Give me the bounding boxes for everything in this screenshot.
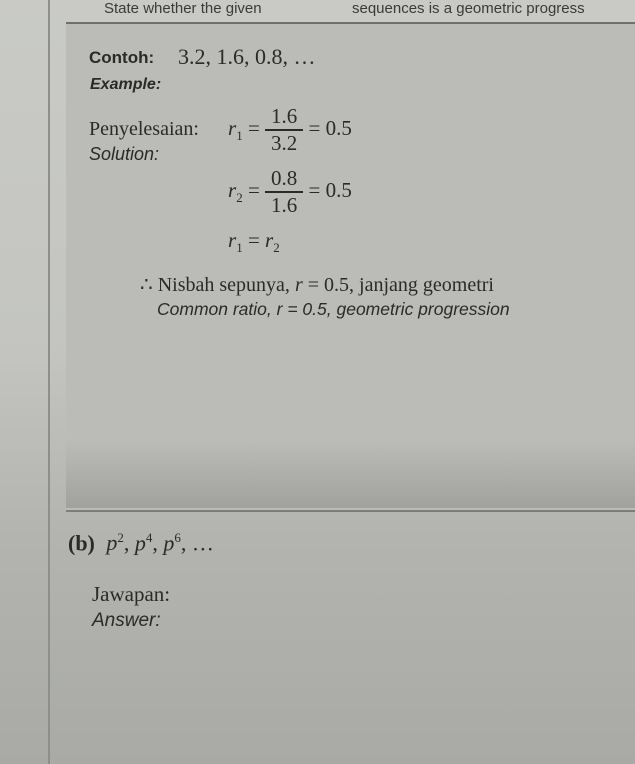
r-symbol: r (294, 274, 303, 296)
exponent: 2 (117, 530, 124, 545)
p-symbol: p (163, 530, 175, 556)
equals-sign: = (247, 115, 260, 140)
r-subscript: 2 (273, 240, 280, 256)
example-box (66, 22, 635, 512)
question-b: (b) $p^2$, $p^4$, $p^6$, … (68, 530, 214, 556)
exponent: 4 (145, 530, 153, 545)
r-subscript: 1 (236, 128, 243, 143)
margin-rule (48, 0, 50, 764)
p-symbol: p (106, 530, 118, 556)
equation-result: = 0.5 (308, 115, 352, 140)
conclusion-ms-result: = 0.5, janjang geometri (307, 274, 494, 296)
exponent: 6 (174, 530, 181, 545)
fraction (265, 104, 303, 156)
equation-result: = 0.5 (308, 177, 352, 202)
fraction-numerator: 1.6 (271, 104, 298, 128)
example-label-en: Example: (90, 76, 162, 93)
equation-r2 (228, 166, 352, 218)
page-header-text (104, 0, 635, 22)
conclusion-en-result: = 0.5, geometric progression (287, 299, 510, 319)
fraction-numerator: 0.8 (271, 166, 298, 190)
conclusion-en-text: Common ratio, (157, 299, 272, 319)
question-b-label: (b) (68, 530, 95, 556)
solution-label-ms: Penyelesaian: (89, 118, 199, 140)
solution-label-en: Solution: (89, 144, 160, 164)
box-shade (66, 440, 635, 508)
equation-r1 (228, 104, 352, 156)
p-symbol: p (134, 530, 146, 556)
fraction-denominator: 1.6 (265, 191, 303, 218)
fraction-denominator: 3.2 (265, 129, 303, 156)
header-left-fragment: State whether the given (104, 0, 262, 17)
answer-label-en: Answer: (92, 610, 161, 631)
sequence-tail: , … (180, 530, 214, 556)
equation-r1-equals-r2 (228, 228, 280, 256)
example-sequence: 3.2, 1.6, 0.8, … (178, 44, 316, 69)
conclusion-ms-text: Nisbah sepunya, (157, 274, 290, 296)
fraction (265, 166, 303, 218)
r-symbol: r (228, 115, 237, 140)
equals-sign: = (247, 228, 260, 252)
header-right-fragment: sequences is a geometric progress (352, 0, 585, 17)
r-subscript: 1 (236, 240, 243, 256)
conclusion-ms (140, 272, 494, 297)
answer-label-ms: Jawapan: (92, 582, 171, 606)
r-symbol: r (276, 299, 283, 319)
conclusion-en (157, 299, 510, 320)
r-subscript: 2 (236, 190, 243, 205)
r-symbol: r (228, 177, 237, 202)
therefore-symbol: ∴ (140, 274, 153, 296)
example-label-ms: Contoh: (89, 48, 155, 67)
r-symbol: r (265, 228, 274, 252)
r-symbol: r (228, 228, 237, 252)
equals-sign: = (247, 177, 260, 202)
